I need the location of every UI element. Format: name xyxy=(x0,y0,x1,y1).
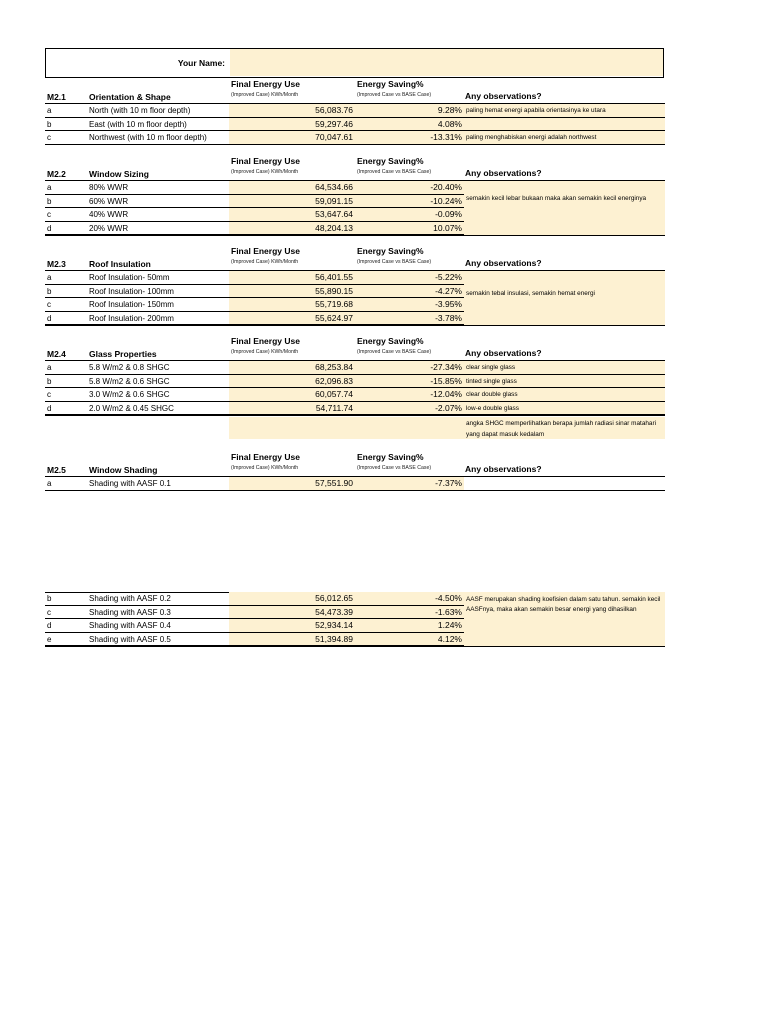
energy-cell[interactable]: 56,012.65 xyxy=(229,592,355,606)
final-energy-header: Final Energy Use xyxy=(231,246,300,256)
section-m25 xyxy=(45,451,665,491)
section-m22 xyxy=(45,155,665,235)
row-label: a xyxy=(47,363,52,372)
energy-saving-subheader: (Improved Case vs BASE Case) xyxy=(357,465,432,471)
section-header xyxy=(45,245,665,271)
row-description: 40% WWR xyxy=(89,210,129,220)
row-label: c xyxy=(47,133,51,143)
energy-cell[interactable]: 51,394.89 xyxy=(229,633,355,647)
saving-cell[interactable]: -15.85% xyxy=(355,375,464,389)
row-description: 80% WWR xyxy=(89,183,129,192)
row-description: Shading with AASF 0.2 xyxy=(89,594,171,603)
observation-cell[interactable]: paling menghabiskan energi adalah northwest xyxy=(464,131,665,145)
table-row xyxy=(45,388,665,402)
name-box xyxy=(45,48,664,78)
table-row xyxy=(45,375,665,389)
row-description: Shading with AASF 0.4 xyxy=(89,621,171,631)
row-description: Roof Insulation- 200mm xyxy=(89,313,174,323)
row-label: e xyxy=(47,634,52,644)
table-row xyxy=(45,361,665,375)
row-label: b xyxy=(47,196,52,206)
final-energy-subheader: (Improved Case) KWh/Month xyxy=(231,349,299,355)
observations-header: Any observations? xyxy=(465,258,542,268)
saving-cell[interactable]: -27.34% xyxy=(355,361,464,375)
row-label: b xyxy=(47,376,52,386)
observation-cell[interactable] xyxy=(464,118,665,132)
row-description: 3.0 W/m2 & 0.6 SHGC xyxy=(89,390,170,400)
row-label: d xyxy=(47,313,52,323)
final-energy-header: Final Energy Use xyxy=(231,79,300,89)
saving-cell[interactable]: -3.95% xyxy=(355,298,464,312)
energy-cell[interactable]: 64,534.66 xyxy=(229,181,355,195)
final-energy-subheader: (Improved Case) KWh/Month xyxy=(231,259,299,265)
observations-header: Any observations? xyxy=(465,464,542,474)
section-title: Orientation & Shape xyxy=(89,92,171,102)
saving-cell[interactable]: 4.12% xyxy=(355,633,464,647)
energy-cell[interactable]: 59,297.46 xyxy=(229,118,355,132)
row-description: Northwest (with 10 m floor depth) xyxy=(89,133,207,143)
row-description: 60% WWR xyxy=(89,196,129,206)
row-label: b xyxy=(47,119,52,129)
row-label: c xyxy=(47,607,51,617)
saving-cell[interactable]: -5.22% xyxy=(355,271,464,285)
section-title: Roof Insulation xyxy=(89,259,151,269)
table-row xyxy=(45,104,665,118)
row-description: Roof Insulation- 50mm xyxy=(89,273,170,282)
section-header xyxy=(45,451,665,477)
saving-cell[interactable]: 9.28% xyxy=(355,104,464,118)
energy-cell[interactable]: 62,096.83 xyxy=(229,375,355,389)
energy-cell[interactable]: 60,057.74 xyxy=(229,388,355,402)
energy-cell[interactable]: 56,401.55 xyxy=(229,271,355,285)
saving-cell[interactable]: -1.63% xyxy=(355,606,464,620)
row-description: North (with 10 m floor depth) xyxy=(89,106,191,115)
final-energy-header: Final Energy Use xyxy=(231,156,300,166)
energy-saving-subheader: (Improved Case vs BASE Case) xyxy=(357,349,432,355)
row-description: Shading with AASF 0.3 xyxy=(89,607,171,617)
energy-cell[interactable]: 55,719.68 xyxy=(229,298,355,312)
observations-header: Any observations? xyxy=(465,91,542,101)
saving-cell[interactable]: -4.50% xyxy=(355,592,464,606)
row-label: b xyxy=(47,594,52,603)
row-label: c xyxy=(47,390,51,400)
observation-cell[interactable]: clear double glass xyxy=(464,388,665,402)
section-title: Glass Properties xyxy=(89,349,157,359)
energy-cell[interactable]: 68,253.84 xyxy=(229,361,355,375)
final-energy-subheader: (Improved Case) KWh/Month xyxy=(231,92,299,98)
energy-cell[interactable]: 55,890.15 xyxy=(229,285,355,299)
row-label: b xyxy=(47,286,52,296)
energy-saving-header: Energy Saving% xyxy=(357,336,424,346)
saving-cell[interactable]: -0.09% xyxy=(355,208,464,222)
section-code: M2.3 xyxy=(47,259,66,269)
saving-cell[interactable]: -10.24% xyxy=(355,195,464,209)
table-row xyxy=(45,402,665,416)
saving-cell[interactable]: -13.31% xyxy=(355,131,464,145)
row-description: 5.8 W/m2 & 0.6 SHGC xyxy=(89,376,170,386)
saving-cell[interactable]: -20.40% xyxy=(355,181,464,195)
saving-cell[interactable]: 1.24% xyxy=(355,619,464,633)
observation-cell[interactable]: tinted single glass xyxy=(464,375,665,389)
section-code: M2.5 xyxy=(47,465,66,475)
observations-header: Any observations? xyxy=(465,348,542,358)
saving-cell[interactable]: -12.04% xyxy=(355,388,464,402)
row-description: East (with 10 m floor depth) xyxy=(89,119,187,129)
row-description: Roof Insulation- 150mm xyxy=(89,300,174,310)
row-label: d xyxy=(47,621,52,631)
observations-header: Any observations? xyxy=(465,168,542,178)
row-description: 2.0 W/m2 & 0.45 SHGC xyxy=(89,403,174,413)
energy-saving-subheader: (Improved Case vs BASE Case) xyxy=(357,259,432,265)
row-label: d xyxy=(47,403,52,413)
row-label: a xyxy=(47,106,52,115)
row-label: c xyxy=(47,210,51,220)
row-label: a xyxy=(47,273,52,282)
energy-saving-header: Energy Saving% xyxy=(357,452,424,462)
row-description: 5.8 W/m2 & 0.8 SHGC xyxy=(89,363,170,372)
energy-cell[interactable]: 55,624.97 xyxy=(229,312,355,326)
table-row xyxy=(45,131,665,145)
energy-cell[interactable]: 54,473.39 xyxy=(229,606,355,620)
section-header xyxy=(45,335,665,361)
energy-saving-header: Energy Saving% xyxy=(357,156,424,166)
row-label: d xyxy=(47,223,52,233)
section-m21 xyxy=(45,78,665,145)
observation-cell[interactable]: semakin tebal insulasi, semakin hemat energi xyxy=(464,271,665,325)
section-title: Window Sizing xyxy=(89,169,149,179)
observation-cell[interactable]: semakin kecil lebar bukaan maka akan semakin kecil energinya xyxy=(464,181,665,235)
energy-cell[interactable]: 57,551.90 xyxy=(229,477,355,491)
section-m24 xyxy=(45,335,665,438)
saving-cell[interactable]: 10.07% xyxy=(355,222,464,236)
energy-saving-header: Energy Saving% xyxy=(357,246,424,256)
energy-cell[interactable]: 70,047.61 xyxy=(229,131,355,145)
energy-saving-subheader: (Improved Case vs BASE Case) xyxy=(357,92,432,98)
section-title: Window Shading xyxy=(89,465,158,475)
saving-cell[interactable]: -3.78% xyxy=(355,312,464,326)
table-row xyxy=(45,118,665,132)
row-description: Roof Insulation- 100mm xyxy=(89,286,174,296)
section-header xyxy=(45,155,665,181)
row-description: 20% WWR xyxy=(89,223,129,233)
energy-cell[interactable]: 54,711.74 xyxy=(229,402,355,416)
section-code: M2.2 xyxy=(47,169,66,179)
section-code: M2.4 xyxy=(47,349,66,359)
table-row xyxy=(45,477,665,491)
row-description: Shading with AASF 0.5 xyxy=(89,634,171,644)
observation-cell[interactable]: clear single glass xyxy=(464,361,665,375)
observation-cell[interactable]: low-e double glass xyxy=(464,402,665,416)
energy-cell[interactable]: 48,204.13 xyxy=(229,222,355,236)
saving-cell[interactable]: 4.08% xyxy=(355,118,464,132)
energy-cell[interactable]: 53,647.64 xyxy=(229,208,355,222)
energy-cell[interactable]: 59,091.15 xyxy=(229,195,355,209)
row-label: a xyxy=(47,479,52,488)
section-m25-continued xyxy=(45,592,665,646)
section-m23 xyxy=(45,245,665,325)
row-label: a xyxy=(47,183,52,192)
observation-cell[interactable]: paling hemat energi apabila orientasinya ke utara xyxy=(464,104,665,118)
final-energy-header: Final Energy Use xyxy=(231,336,300,346)
observation-cell[interactable]: AASF merupakan shading koefisien dalam satu tahun. semakin kecil AASFnya, maka akan semakin besar energi yang dihasilkan xyxy=(464,592,665,646)
energy-cell[interactable]: 52,934.14 xyxy=(229,619,355,633)
glass-note: angka SHGC memperlihatkan berapa jumlah radiasi sinar matahari yang dapat masuk kedalam xyxy=(466,420,657,438)
name-input[interactable] xyxy=(230,49,663,76)
row-label: c xyxy=(47,300,51,310)
row-description: Shading with AASF 0.1 xyxy=(89,479,171,488)
name-label: Your Name: xyxy=(177,58,225,68)
section-code: M2.1 xyxy=(47,92,66,102)
energy-saving-header: Energy Saving% xyxy=(357,79,424,89)
energy-saving-subheader: (Improved Case vs BASE Case) xyxy=(357,169,432,175)
saving-cell[interactable]: -7.37% xyxy=(355,477,464,491)
final-energy-header: Final Energy Use xyxy=(231,452,300,462)
final-energy-subheader: (Improved Case) KWh/Month xyxy=(231,465,299,471)
final-energy-subheader: (Improved Case) KWh/Month xyxy=(231,169,299,175)
energy-cell[interactable]: 56,083.76 xyxy=(229,104,355,118)
section-header xyxy=(45,78,665,104)
saving-cell[interactable]: -4.27% xyxy=(355,285,464,299)
saving-cell[interactable]: -2.07% xyxy=(355,402,464,416)
